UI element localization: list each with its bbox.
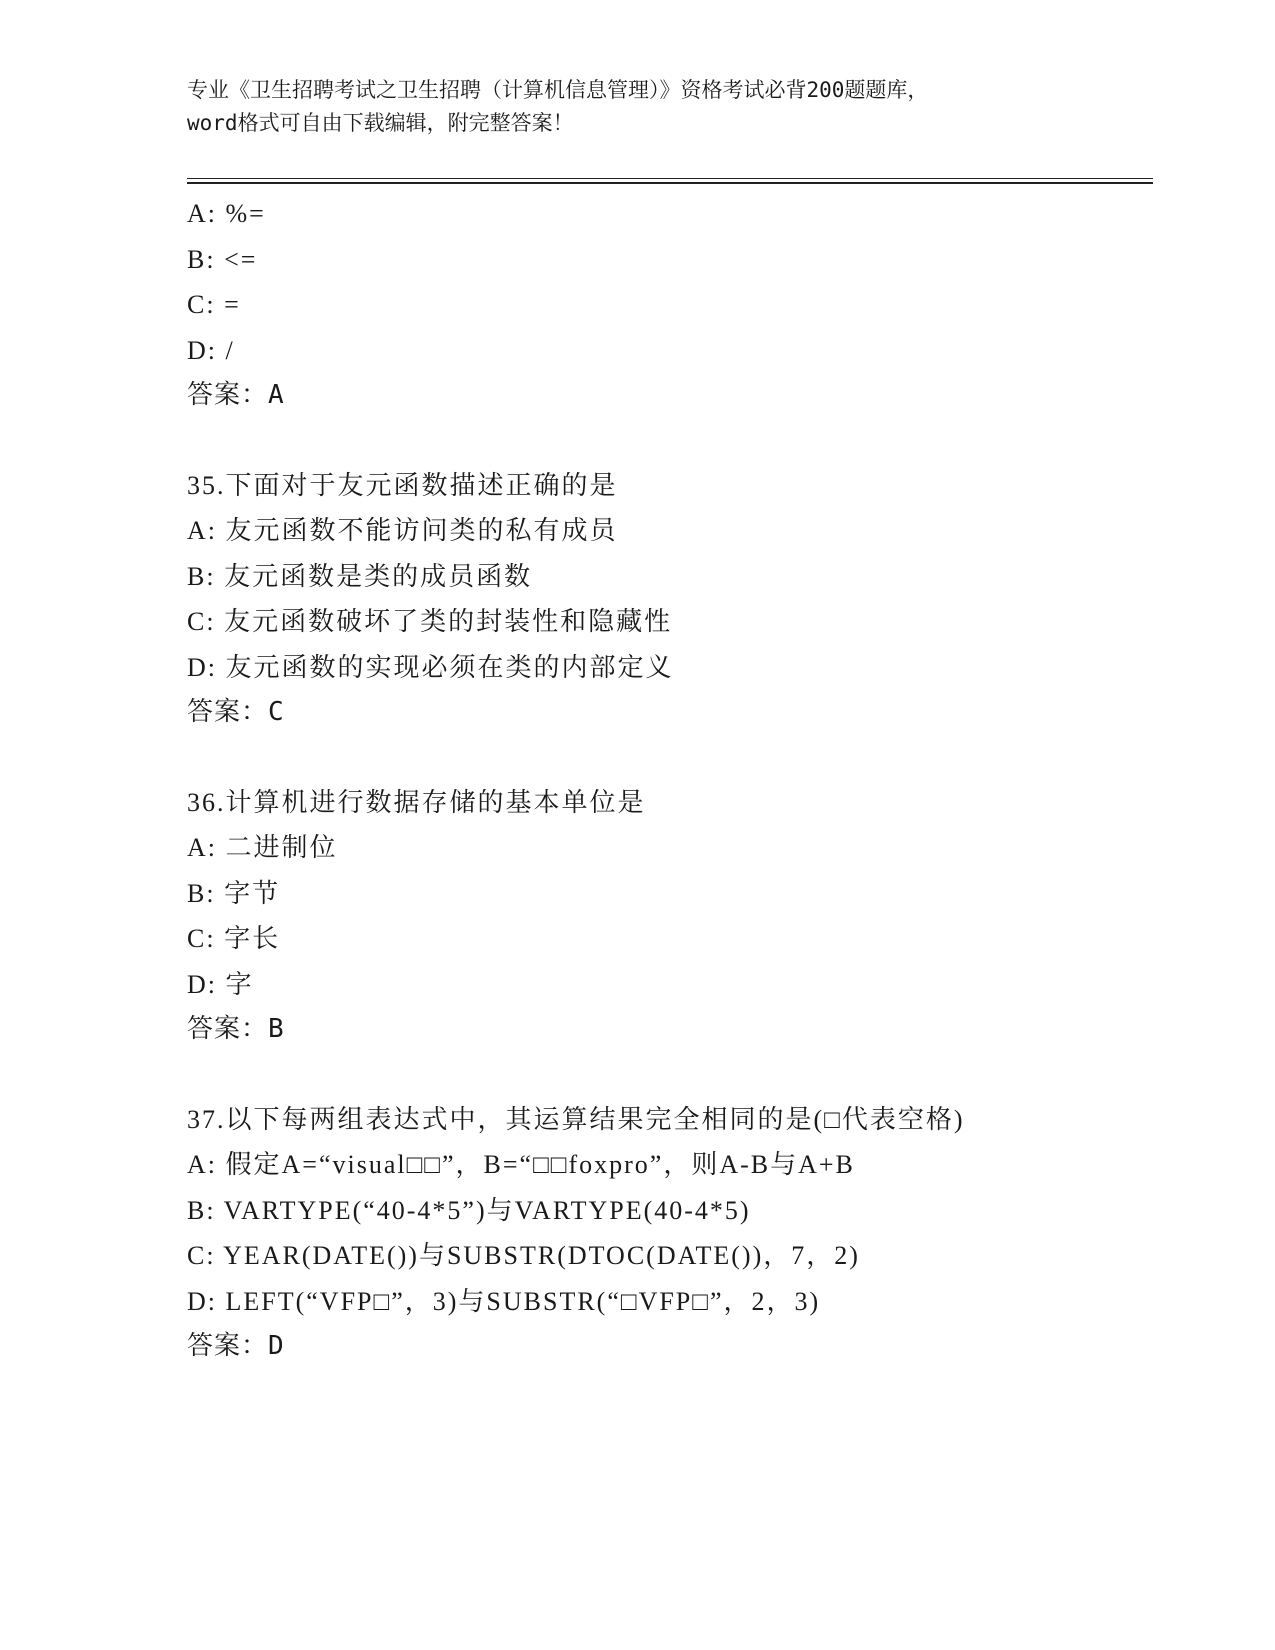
option-a: A: 假定A=“visual□□”，B=“□□foxpro”，则A-B与A+B [187,1150,855,1179]
header-divider-bottom [187,182,1153,184]
question-37 [187,1097,1147,1370]
prev-question-block [187,191,1147,419]
question-stem: 35.下面对于友元函数描述正确的是 [187,470,618,500]
question-list [187,191,1147,1370]
option-d: D: 字 [187,969,254,999]
option-c: C: YEAR(DATE())与SUBSTR(DTOC(DATE())，7，2) [187,1241,860,1270]
answer-text: 答案：D [187,1331,285,1361]
question-stem: 37.以下每两组表达式中，其运算结果完全相同的是(□代表空格) [187,1104,965,1134]
document-header [187,74,1087,140]
option-c: C: 字长 [187,924,281,953]
option-b: B: 友元函数是类的成员函数 [187,561,533,591]
header-divider-top [187,178,1153,179]
option-b: B: <= [187,244,258,274]
option-d: D: LEFT(“VFP□”，3)与SUBSTR(“□VFP□”，2，3) [187,1286,821,1316]
question-35 [187,463,1147,736]
question-stem: 36.计算机进行数据存储的基本单位是 [187,787,646,817]
option-d: D: / [187,335,235,365]
header-title-line-2: word格式可自由下载编辑，附完整答案！ [187,111,574,135]
option-b: B: 字节 [187,878,281,908]
option-c: C: 友元函数破坏了类的封装性和隐藏性 [187,607,673,636]
answer-text: 答案：B [187,1014,285,1044]
option-c: C: = [187,290,241,319]
answer-text: 答案：A [187,380,285,410]
question-36 [187,780,1147,1053]
answer-text: 答案：C [187,697,285,727]
option-a: A: %= [187,199,266,228]
header-title-line-1: 专业《卫生招聘考试之卫生招聘（计算机信息管理）》资格考试必背200题题库， [187,78,929,102]
option-d: D: 友元函数的实现必须在类的内部定义 [187,652,674,682]
option-a: A: 二进制位 [187,833,338,862]
option-a: A: 友元函数不能访问类的私有成员 [187,516,618,545]
option-b: B: VARTYPE(“40-4*5”)与VARTYPE(40-4*5) [187,1195,751,1225]
